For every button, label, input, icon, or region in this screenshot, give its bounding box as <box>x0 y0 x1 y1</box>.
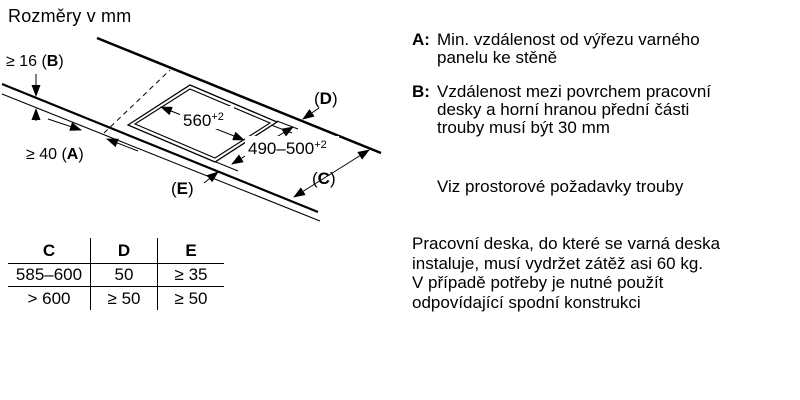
load-note-line: odpovídající spodní konstrukci <box>412 292 641 312</box>
note-a <box>412 31 700 67</box>
load-note-line: V případě potřeby je nutné použít <box>412 273 664 292</box>
label-d: (D) <box>314 89 338 108</box>
label-e: (E) <box>171 179 194 198</box>
note-b-line: desky a horní hranou přední části <box>437 100 690 119</box>
table-header-e: E <box>157 238 224 263</box>
extension-line-right-a <box>277 121 298 129</box>
note-a-line: Min. vzdálenost od výřezu varného <box>437 30 700 49</box>
page-title: Rozměry v mm <box>8 6 132 26</box>
table-cell: ≥ 35 <box>157 263 224 286</box>
load-note-line: instaluje, musí vydržet zátěž asi 60 kg. <box>412 253 704 273</box>
note-b <box>412 83 711 137</box>
dim-a-arrow-left <box>48 119 81 130</box>
label-c: (C) <box>312 169 336 188</box>
table-cell: ≥ 50 <box>157 286 224 310</box>
note-b-line: trouby musí být 30 mm <box>437 118 610 137</box>
dim-490-label: $490-500^{+2}$ <box>248 139 327 158</box>
label-e-arrow <box>204 172 218 183</box>
load-note-line: Pracovní deska, do které se varná deska <box>412 234 721 253</box>
table-header-c: C <box>42 240 56 260</box>
note-b-label: B: <box>412 82 430 101</box>
wall-edge-line <box>97 38 381 153</box>
see-also-note: Viz prostorové požadavky trouby <box>437 177 684 196</box>
dimension-table <box>8 238 224 310</box>
hidden-alignment-dashed-line <box>104 70 170 133</box>
label-d-arrow <box>303 108 319 119</box>
load-capacity-note <box>412 234 720 312</box>
extension-line-bottom <box>216 162 238 171</box>
note-a-line: panelu ke stěně <box>437 48 558 67</box>
dim-a-arrow-right <box>107 139 138 151</box>
note-b-line: Vzdálenost mezi povrchem pracovní <box>437 82 712 101</box>
installation-diagram <box>0 0 400 235</box>
table-cell: ≥ 50 <box>90 286 157 310</box>
table-header-d: D <box>90 238 157 263</box>
table-cell: 585–600 <box>8 263 90 286</box>
table-cell: > 600 <box>8 286 90 310</box>
dim-b-label: ≥ 16 (B) <box>6 53 64 70</box>
note-a-label: A: <box>412 30 430 49</box>
dim-560-label: $560^{+2}$ <box>183 111 224 130</box>
table-cell: 50 <box>90 263 157 286</box>
dim-a-label: ≥ 40 (A) <box>26 146 84 163</box>
